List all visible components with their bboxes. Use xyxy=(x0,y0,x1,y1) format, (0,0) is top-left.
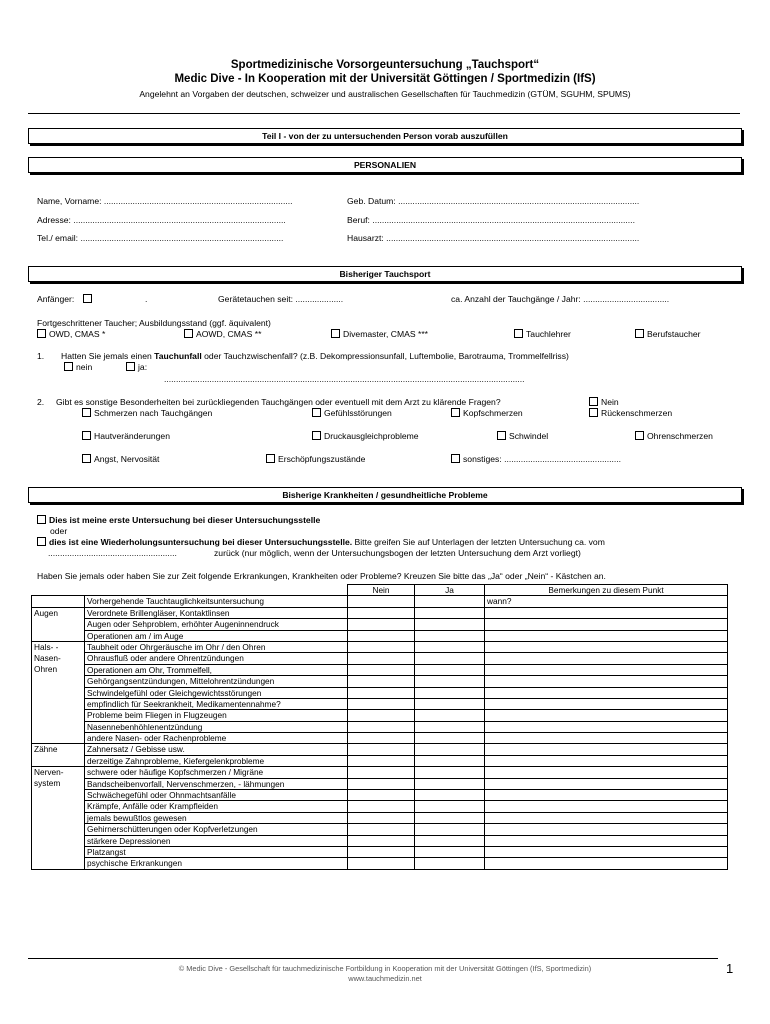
checkbox-icon[interactable] xyxy=(83,294,92,303)
yes-cell[interactable] xyxy=(415,721,485,732)
aowd-label: AOWD, CMAS ** xyxy=(196,329,262,339)
remarks-cell[interactable] xyxy=(485,778,728,789)
table-row xyxy=(32,846,728,857)
table-row xyxy=(32,767,728,778)
checkbox-icon[interactable] xyxy=(635,431,644,440)
yes-cell[interactable] xyxy=(415,676,485,687)
no-cell[interactable] xyxy=(348,710,415,721)
remarks-cell[interactable] xyxy=(485,858,728,869)
no-cell[interactable] xyxy=(348,687,415,698)
remarks-cell[interactable] xyxy=(485,744,728,755)
yes-cell[interactable] xyxy=(415,835,485,846)
repeat-exam-note: zurück (nur möglich, wenn der Untersuchungsbogen der letzten Untersuchung dem Arzt vorliegt) xyxy=(214,548,581,558)
remarks-cell[interactable] xyxy=(485,755,728,766)
form-guideline-note: Angelehnt an Vorgaben der deutschen, schweizer und australischen Gesellschaften für Tauchmedizin (GTÜM, SGUHM, SPUMS) xyxy=(139,89,631,99)
headache-option[interactable] xyxy=(451,408,523,418)
dot-separator: . xyxy=(145,294,148,304)
diving-since-field[interactable]: Gerätetauchen seit: .................... xyxy=(218,294,344,304)
beginner-label: Anfänger: xyxy=(37,294,75,304)
category-ent-line2: Nasen- xyxy=(34,652,61,663)
remarks-cell[interactable] xyxy=(485,641,728,652)
table-row xyxy=(32,619,728,630)
earache-label: Ohrenschmerzen xyxy=(647,431,713,441)
remarks-cell[interactable] xyxy=(485,733,728,744)
no-cell[interactable] xyxy=(348,835,415,846)
yes-cell[interactable] xyxy=(415,858,485,869)
pain-after-dives-label: Schmerzen nach Tauchgängen xyxy=(94,408,213,418)
row-label: andere Nasen- oder Rachenprobleme xyxy=(85,733,348,744)
address-field[interactable]: Adresse: ......................................................................................... xyxy=(37,215,286,225)
remarks-cell[interactable] xyxy=(485,812,728,823)
yes-cell[interactable] xyxy=(415,607,485,618)
section-krankheiten: Bisherige Krankheiten / gesundheitliche Probleme xyxy=(28,487,742,503)
skin-changes-label: Hautveränderungen xyxy=(94,431,170,441)
q1-no-label: nein xyxy=(76,362,93,372)
category-teeth: Zähne xyxy=(32,744,85,767)
no-cell[interactable] xyxy=(348,790,415,801)
checkbox-icon[interactable] xyxy=(514,329,523,338)
table-row xyxy=(32,812,728,823)
column-header-remarks: Bemerkungen zu diesem Punkt xyxy=(485,585,728,596)
anxiety-option[interactable] xyxy=(82,454,159,464)
footer-copyright: © Medic Dive - Gesellschaft für tauchmedizinische Fortbildung in Kooperation mit der Universität Göttingen (IfS, Sportmedizin) xyxy=(178,964,592,973)
question-2-number: 2. xyxy=(37,397,45,407)
other-option[interactable] xyxy=(451,454,621,464)
row-label: psychische Erkrankungen xyxy=(85,858,348,869)
row-label: Nasennebenhöhlenentzündung xyxy=(85,721,348,732)
yes-cell[interactable] xyxy=(415,846,485,857)
illness-table xyxy=(31,584,728,870)
question-1-bold: Tauchunfall xyxy=(154,351,202,361)
yes-cell[interactable] xyxy=(415,767,485,778)
professional-diver-label: Berufstaucher xyxy=(647,329,701,339)
row-label: schwere oder häufige Kopfschmerzen / Migräne xyxy=(85,767,348,778)
no-cell[interactable] xyxy=(348,824,415,835)
row-label: Vorhergehende Tauchtauglichkeitsuntersuchung xyxy=(85,596,348,607)
aowd-option[interactable] xyxy=(184,329,261,339)
yes-cell[interactable] xyxy=(415,687,485,698)
empty-cell xyxy=(32,585,85,596)
header-divider xyxy=(28,113,740,114)
table-row xyxy=(32,687,728,698)
table-row xyxy=(32,676,728,687)
sensory-disorder-option[interactable] xyxy=(312,408,392,418)
divemaster-label: Divemaster, CMAS *** xyxy=(343,329,429,339)
remarks-cell[interactable] xyxy=(485,653,728,664)
remarks-cell[interactable] xyxy=(485,710,728,721)
yes-cell[interactable] xyxy=(415,744,485,755)
yes-cell[interactable] xyxy=(415,824,485,835)
remarks-cell[interactable] xyxy=(485,790,728,801)
q1-no-option[interactable] xyxy=(64,362,92,372)
question-1-post: oder Tauchzwischenfall? (z.B. Dekompressionsunfall, Luftembolie, Barotrauma, Trommelfellriss) xyxy=(201,351,569,361)
remarks-cell[interactable] xyxy=(485,801,728,812)
no-cell[interactable] xyxy=(348,846,415,857)
category-ent-line1: Hals- - xyxy=(34,641,59,652)
row-label: Gehirnerschütterungen oder Kopfverletzungen xyxy=(85,824,348,835)
yes-cell[interactable] xyxy=(415,653,485,664)
family-doctor-field[interactable]: Hausarzt: .......................................................................................................... xyxy=(347,233,640,243)
no-cell[interactable] xyxy=(348,744,415,755)
remarks-cell[interactable] xyxy=(485,687,728,698)
checkbox-icon[interactable] xyxy=(37,515,46,524)
question-1-number: 1. xyxy=(37,351,45,361)
yes-cell[interactable] xyxy=(415,801,485,812)
birthdate-field[interactable]: Geb. Datum: ..................................................................................................... xyxy=(347,196,640,206)
pain-after-dives-option[interactable] xyxy=(82,408,212,418)
empty-cell xyxy=(85,585,348,596)
row-label: jemals bewußtlos gewesen xyxy=(85,812,348,823)
remarks-cell[interactable] xyxy=(485,835,728,846)
yes-cell[interactable] xyxy=(415,812,485,823)
row-label: Schwächegefühl oder Ohnmachtsanfälle xyxy=(85,790,348,801)
footer-divider xyxy=(28,958,718,959)
beginner-option[interactable] xyxy=(37,294,95,304)
last-exam-date-field[interactable]: ...................................................... xyxy=(48,548,177,558)
no-cell[interactable] xyxy=(348,812,415,823)
table-row xyxy=(32,698,728,709)
section-tauchsport: Bisheriger Tauchsport xyxy=(28,266,742,282)
no-cell[interactable] xyxy=(348,767,415,778)
table-row xyxy=(32,653,728,664)
row-label: Ohrausfluß oder andere Ohrentzündungen xyxy=(85,653,348,664)
checkbox-icon[interactable] xyxy=(37,537,46,546)
skin-changes-option[interactable] xyxy=(82,431,170,441)
no-cell[interactable] xyxy=(348,755,415,766)
table-row xyxy=(32,733,728,744)
exhaustion-label: Erschöpfungszustände xyxy=(278,454,366,464)
repeat-exam-post: Bitte greifen Sie auf Unterlagen der letzten Untersuchung ca. vom xyxy=(352,537,605,547)
question-1 xyxy=(61,351,569,361)
anxiety-label: Angst, Nervosität xyxy=(94,454,160,464)
checkbox-icon[interactable] xyxy=(82,431,91,440)
row-label: Krämpfe, Anfälle oder Krampfleiden xyxy=(85,801,348,812)
checkbox-icon[interactable] xyxy=(589,408,598,417)
divemaster-option[interactable] xyxy=(331,329,428,339)
table-row xyxy=(32,630,728,641)
table-row xyxy=(32,835,728,846)
no-cell[interactable] xyxy=(348,619,415,630)
back-pain-option[interactable] xyxy=(589,408,672,418)
row-label: Schwindelgefühl oder Gleichgewichtsstörungen xyxy=(85,687,348,698)
checkbox-icon[interactable] xyxy=(82,454,91,463)
q1-yes-label: ja: xyxy=(138,362,148,372)
section-teil1: Teil I - von der zu untersuchenden Person vorab auszufüllen xyxy=(28,128,742,144)
remarks-cell[interactable] xyxy=(485,630,728,641)
yes-cell[interactable] xyxy=(415,790,485,801)
checkbox-icon[interactable] xyxy=(589,397,598,406)
table-row xyxy=(32,858,728,869)
remarks-cell[interactable] xyxy=(485,846,728,857)
back-pain-label: Rückenschmerzen xyxy=(601,408,673,418)
remarks-cell[interactable] xyxy=(485,698,728,709)
remarks-cell[interactable] xyxy=(485,824,728,835)
repeat-exam-bold: dies ist eine Wiederholungsuntersuchung bei dieser Untersuchungsstelle. xyxy=(49,537,353,547)
no-cell[interactable] xyxy=(348,858,415,869)
category-nervous-line1: Nerven- xyxy=(34,767,64,778)
yes-cell[interactable] xyxy=(415,619,485,630)
table-row xyxy=(32,744,728,755)
exhaustion-option[interactable] xyxy=(266,454,365,464)
row-label: Platzangst xyxy=(85,846,348,857)
remarks-cell[interactable] xyxy=(485,619,728,630)
checkbox-icon[interactable] xyxy=(497,431,506,440)
column-header-yes: Ja xyxy=(415,585,485,596)
table-row xyxy=(32,710,728,721)
no-cell[interactable] xyxy=(348,596,415,607)
remarks-cell[interactable] xyxy=(485,721,728,732)
row-label: Operationen am Ohr, Trommelfell, xyxy=(85,664,348,675)
footer-url[interactable]: www.tauchmedizin.net xyxy=(348,974,422,983)
yes-cell[interactable] xyxy=(415,630,485,641)
owd-label: OWD, CMAS * xyxy=(49,329,106,339)
sensory-disorder-label: Gefühlsstörungen xyxy=(324,408,392,418)
name-field[interactable]: Name, Vorname: ............................................................................... xyxy=(37,196,293,206)
remarks-cell[interactable] xyxy=(485,676,728,687)
table-row xyxy=(32,790,728,801)
remarks-cell[interactable] xyxy=(485,607,728,618)
instructor-label: Tauchlehrer xyxy=(526,329,571,339)
q2-no-label: Nein xyxy=(601,397,619,407)
question-2: Gibt es sonstige Besonderheiten bei zurückliegenden Tauchgängen oder eventuell mit dem Arzt zu klärende Fragen? xyxy=(56,397,501,407)
no-cell[interactable] xyxy=(348,641,415,652)
form-subtitle: Medic Dive - In Kooperation mit der Universität Göttingen / Sportmedizin (IfS) xyxy=(174,73,596,85)
equalization-option[interactable] xyxy=(312,431,419,441)
no-cell[interactable] xyxy=(348,676,415,687)
question-1-pre: Hatten Sie jemals einen xyxy=(61,351,155,361)
remarks-cell[interactable] xyxy=(485,767,728,778)
instructor-option[interactable] xyxy=(514,329,571,339)
row-label: Gehörgangsentzündungen, Mittelohrentzündungen xyxy=(85,676,348,687)
category-ent xyxy=(32,641,85,744)
yes-cell[interactable] xyxy=(415,698,485,709)
phone-email-field[interactable]: Tel./ email: ..................................................................................... xyxy=(37,233,284,243)
dizziness-option[interactable] xyxy=(497,431,548,441)
row-label: Zahnersatz / Gebisse usw. xyxy=(85,744,348,755)
form-title: Sportmedizinische Vorsorgeuntersuchung „Tauchsport“ xyxy=(230,59,540,71)
table-row xyxy=(32,596,728,607)
row-label: derzeitige Zahnprobleme, Kiefergelenkprobleme xyxy=(85,755,348,766)
table-row xyxy=(32,664,728,675)
no-cell[interactable] xyxy=(348,653,415,664)
yes-cell[interactable] xyxy=(415,596,485,607)
table-row xyxy=(32,755,728,766)
dizziness-label: Schwindel xyxy=(509,431,549,441)
yes-cell[interactable] xyxy=(415,641,485,652)
checkbox-icon[interactable] xyxy=(37,329,46,338)
checkbox-icon[interactable] xyxy=(266,454,275,463)
table-row xyxy=(32,607,728,618)
checkbox-icon[interactable] xyxy=(312,431,321,440)
checkbox-icon[interactable] xyxy=(64,362,73,371)
no-cell[interactable] xyxy=(348,801,415,812)
owd-option[interactable] xyxy=(37,329,105,339)
profession-field[interactable]: Beruf: .............................................................................................................. xyxy=(347,215,635,225)
checkbox-icon[interactable] xyxy=(635,329,644,338)
headache-label: Kopfschmerzen xyxy=(463,408,523,418)
oder-label: oder xyxy=(50,526,68,536)
no-cell[interactable] xyxy=(348,607,415,618)
table-row xyxy=(32,778,728,789)
category-eyes: Augen xyxy=(32,607,85,641)
yes-cell[interactable] xyxy=(415,664,485,675)
row-label: Bandscheibenvorfall, Nervenschmerzen, - lähmungen xyxy=(85,778,348,789)
checkbox-icon[interactable] xyxy=(126,362,135,371)
illness-question: Haben Sie jemals oder haben Sie zur Zeit folgende Erkrankungen, Krankheiten oder Probleme? Kreuzen Sie bitte das „Ja“ oder „Nein“ - Kästchen an. xyxy=(37,571,606,581)
yes-cell[interactable] xyxy=(415,778,485,789)
checkbox-icon[interactable] xyxy=(82,408,91,417)
checkbox-icon[interactable] xyxy=(451,408,460,417)
row-label: Taubheit oder Ohrgeräusche im Ohr / den Ohren xyxy=(85,641,348,652)
dives-per-year-field[interactable]: ca. Anzahl der Tauchgänge / Jahr: .................................... xyxy=(451,294,670,304)
no-cell[interactable] xyxy=(348,630,415,641)
category-ent-line3: Ohren xyxy=(34,663,58,674)
table-row xyxy=(32,801,728,812)
category-empty xyxy=(32,596,85,607)
table-header-row xyxy=(32,585,728,596)
yes-cell[interactable] xyxy=(415,733,485,744)
no-cell[interactable] xyxy=(348,664,415,675)
row-label: Augen oder Sehproblem, erhöhter Augeninnendruck xyxy=(85,619,348,630)
row-label: stärkere Depressionen xyxy=(85,835,348,846)
row-label: Verordnete Brillengläser, Kontaktlinsen xyxy=(85,607,348,618)
page-number: 1 xyxy=(726,961,734,976)
checkbox-icon[interactable] xyxy=(184,329,193,338)
remarks-cell[interactable]: wann? xyxy=(485,596,728,607)
equalization-label: Druckausgleichprobleme xyxy=(324,431,419,441)
first-exam-label: Dies ist meine erste Untersuchung bei dieser Untersuchungsstelle xyxy=(49,515,321,525)
no-cell[interactable] xyxy=(348,733,415,744)
yes-cell[interactable] xyxy=(415,755,485,766)
row-label: Operationen am / im Auge xyxy=(85,630,348,641)
row-label: empfindlich für Seekrankheit, Medikamentennahme? xyxy=(85,698,348,709)
category-nervous-system xyxy=(32,767,85,870)
category-nervous-line2: system xyxy=(34,778,61,789)
repeat-exam-option[interactable] xyxy=(37,537,605,547)
q1-yes-option[interactable] xyxy=(126,362,147,372)
table-row xyxy=(32,641,728,652)
earache-option[interactable] xyxy=(635,431,713,441)
q2-no-option[interactable] xyxy=(589,397,619,407)
no-cell[interactable] xyxy=(348,778,415,789)
professional-diver-option[interactable] xyxy=(635,329,701,339)
no-cell[interactable] xyxy=(348,698,415,709)
column-header-no: Nein xyxy=(348,585,415,596)
advanced-diver-label: Fortgeschrittener Taucher; Ausbildungsstand (ggf. äquivalent) xyxy=(37,318,271,328)
checkbox-icon[interactable] xyxy=(331,329,340,338)
other-label: sonstiges: ................................................. xyxy=(463,454,622,464)
row-label: Probleme beim Fliegen in Flugzeugen xyxy=(85,710,348,721)
table-row xyxy=(32,721,728,732)
no-cell[interactable] xyxy=(348,721,415,732)
remarks-cell[interactable] xyxy=(485,664,728,675)
section-personalien: PERSONALIEN xyxy=(28,157,742,173)
table-row xyxy=(32,824,728,835)
checkbox-icon[interactable] xyxy=(451,454,460,463)
q1-details-field[interactable]: ....................................................................................................................................................... xyxy=(164,374,525,384)
first-exam-option[interactable] xyxy=(37,515,320,525)
checkbox-icon[interactable] xyxy=(312,408,321,417)
yes-cell[interactable] xyxy=(415,710,485,721)
